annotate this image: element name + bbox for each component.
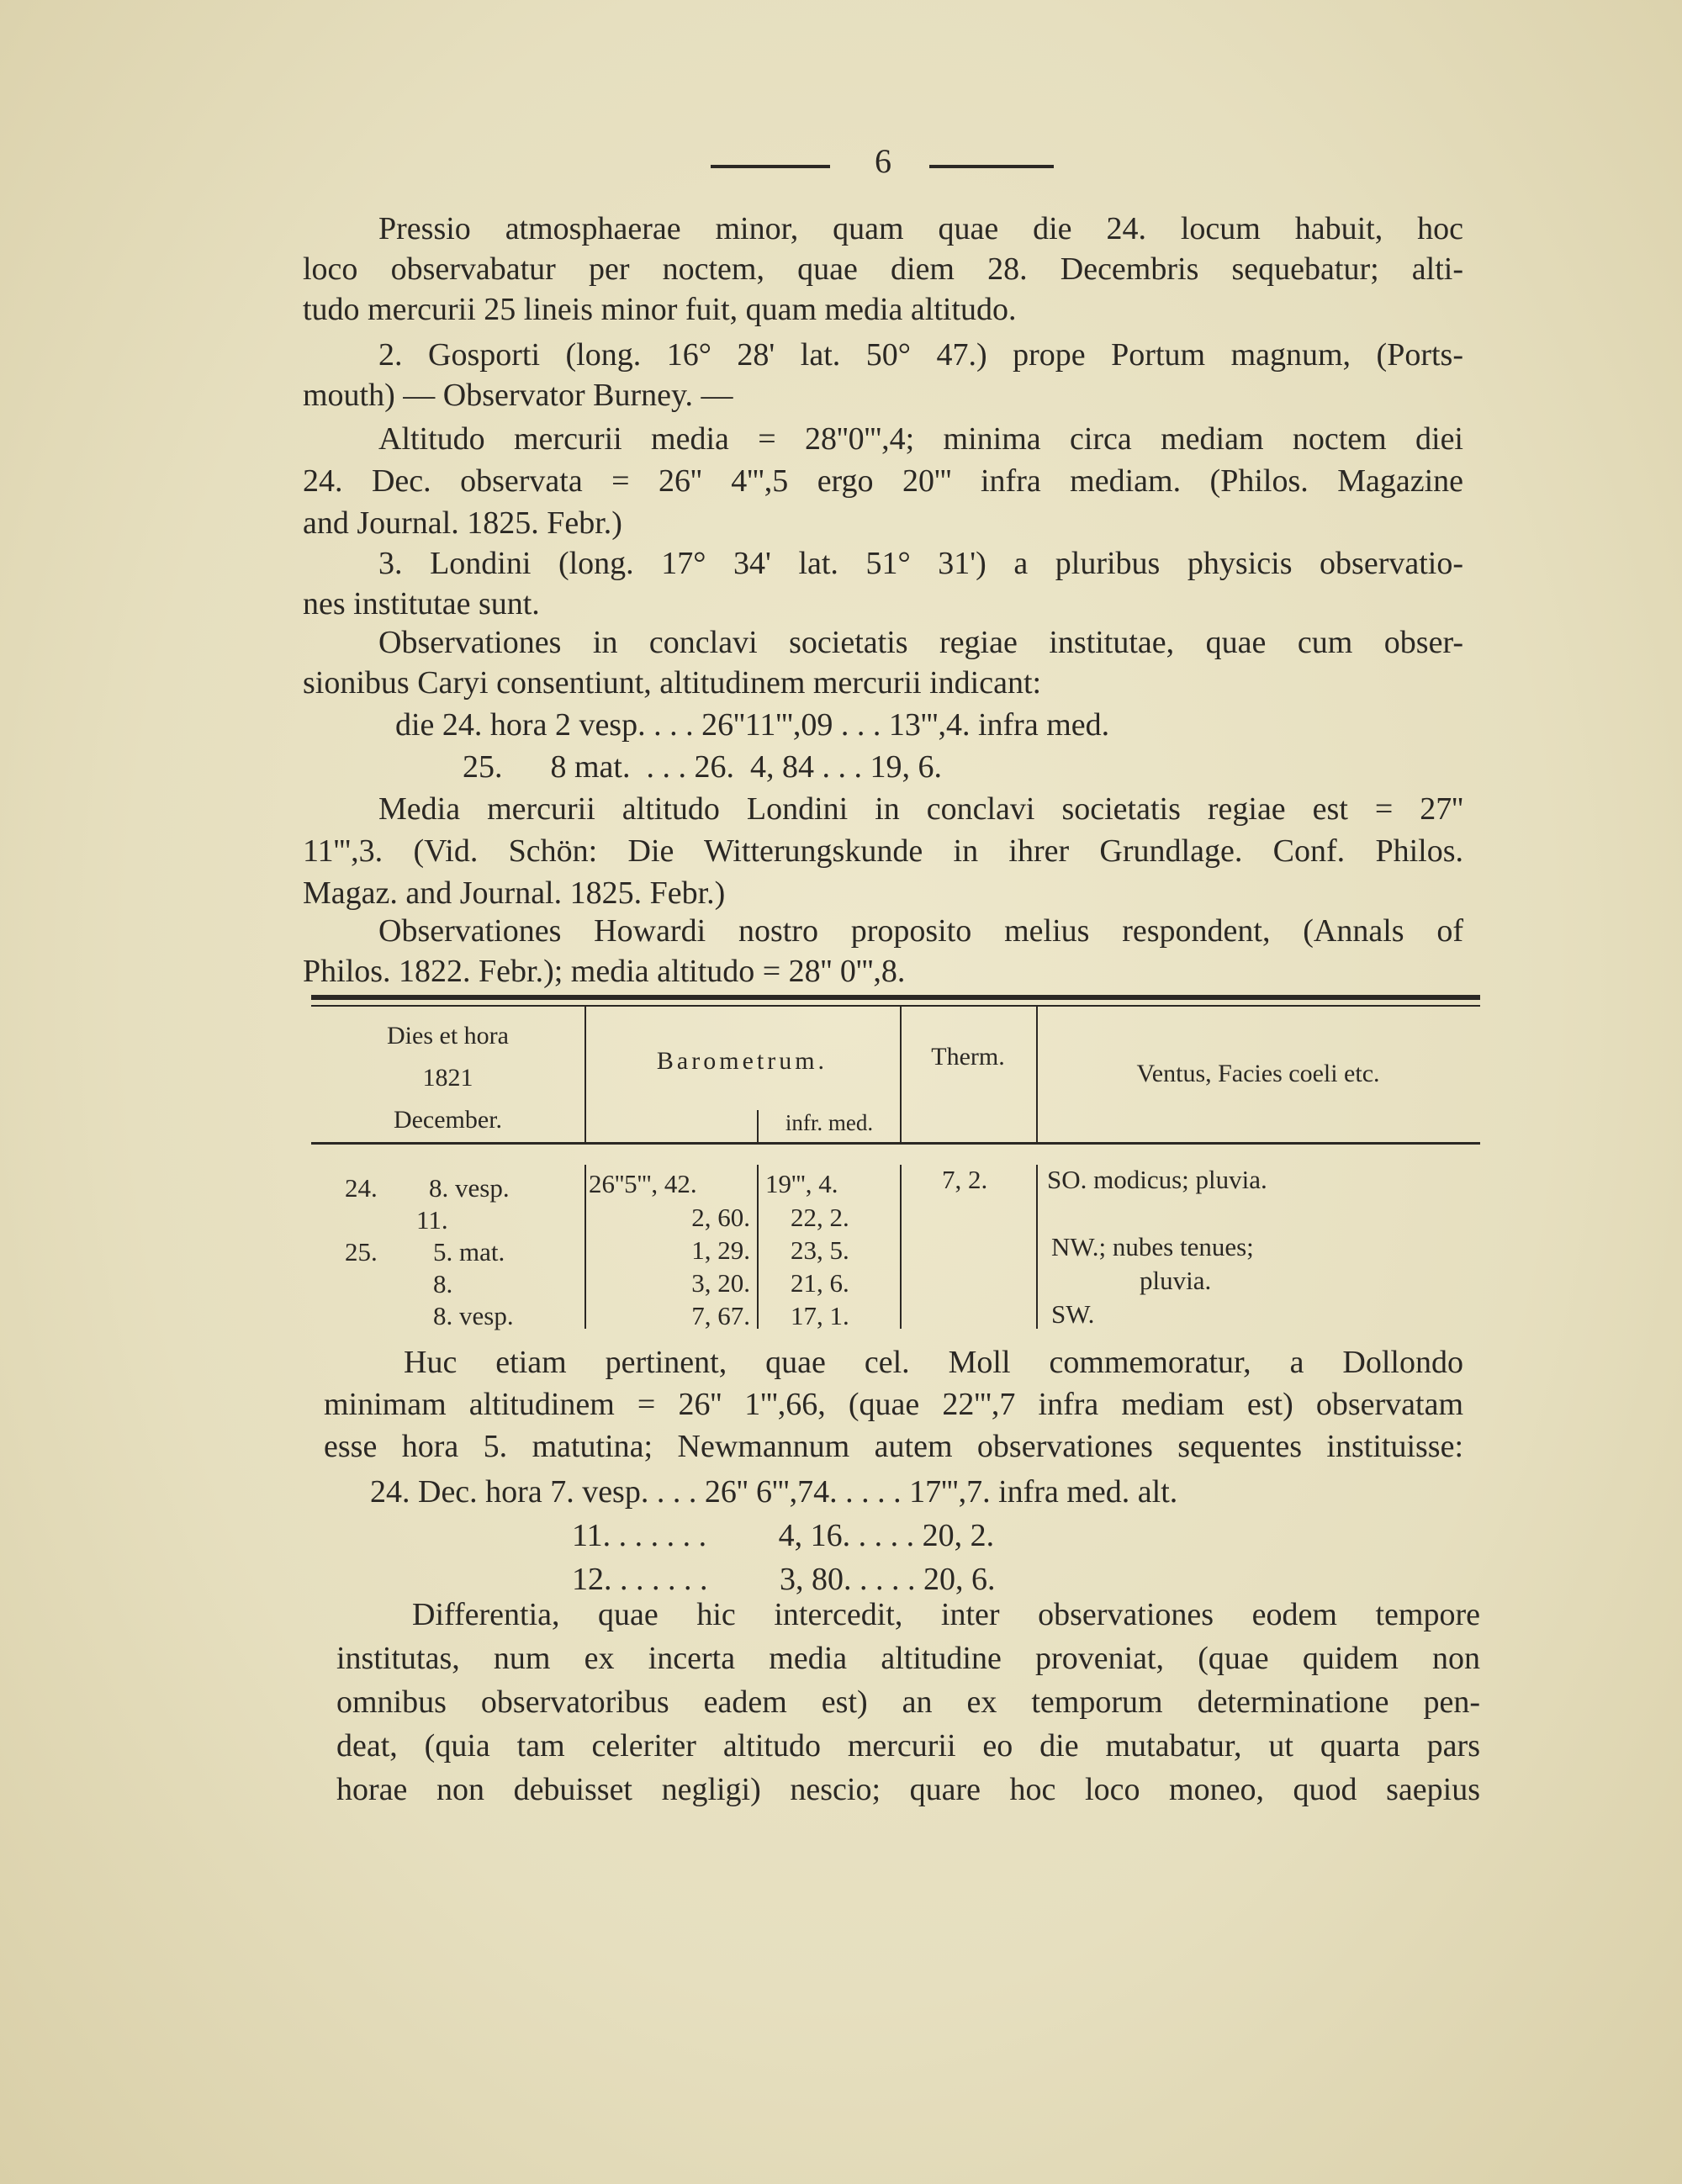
- header-date-line: December.: [393, 1106, 503, 1134]
- row-day: 24.: [345, 1173, 378, 1203]
- text-line: Magaz. and Journal. 1825. Febr.): [303, 875, 726, 911]
- row-baro: 7, 67.: [691, 1301, 750, 1330]
- header-date-line: 1821: [422, 1064, 473, 1092]
- row-baro: 1, 29.: [691, 1235, 750, 1265]
- row-hour: 8. vesp.: [429, 1173, 510, 1203]
- header-date-line: Dies et hora: [387, 1022, 509, 1050]
- text-line: 11''',3. (Vid. Schön: Die Witterungskunde in ihrer Grundlage. Conf. Philos.: [303, 833, 1463, 869]
- row-baro: 3, 20.: [691, 1268, 750, 1298]
- observation-line: 25. 8 mat. . . . 26. 4, 84 . . . 19, 6.: [463, 749, 942, 785]
- table-top-rule: [311, 995, 1480, 1000]
- text-line: Observationes Howardi nostro proposito melius respondent, (Annals of: [378, 913, 1463, 949]
- header-rule-left: [711, 165, 830, 168]
- row-hour: 8.: [433, 1269, 453, 1298]
- row-infr: 22, 2.: [791, 1203, 849, 1232]
- table-divider: [900, 1007, 902, 1142]
- table-divider: [757, 1165, 759, 1329]
- text-line: 24. Dec. observata = 26'' 4''',5 ergo 20''' infra mediam. (Philos. Magazine: [303, 463, 1463, 499]
- text-line: Altitudo mercurii media = 28''0''',4; minima circa mediam noctem diei: [378, 421, 1463, 457]
- observation-line: die 24. hora 2 vesp. . . . 26''11''',09 . . . 13''',4. infra med.: [395, 707, 1110, 743]
- text-line: institutas, num ex incerta media altitudine proveniat, (quae quidem non: [336, 1641, 1480, 1676]
- text-line: 3. Londini (long. 17° 34' lat. 51° 31') a pluribus physicis observatio-: [378, 546, 1463, 581]
- header-infr-med: infr. med.: [785, 1110, 874, 1135]
- text-line: nes institutae sunt.: [303, 586, 540, 621]
- text-line: mouth) — Observator Burney. —: [303, 378, 733, 413]
- page-header: [0, 141, 1682, 183]
- text-line: Observationes in conclavi societatis regiae institutae, quae cum obser-: [378, 625, 1463, 660]
- text-line: Huc etiam pertinent, quae cel. Moll commemoratur, a Dollondo: [404, 1345, 1463, 1380]
- text-line: deat, (quia tam celeriter altitudo mercurii eo die mutabatur, ut quarta pars: [336, 1728, 1480, 1764]
- row-baro: 2, 60.: [691, 1203, 750, 1232]
- text-line: Media mercurii altitudo Londini in conclavi societatis regiae est = 27'': [378, 791, 1463, 827]
- text-line: tudo mercurii 25 lineis minor fuit, quam media altitudo.: [303, 292, 1017, 327]
- observation-line: 24. Dec. hora 7. vesp. . . . 26'' 6''',74. . . . . 17''',7. infra med. alt.: [370, 1474, 1178, 1510]
- row-day: 25.: [345, 1237, 378, 1267]
- row-infr: 23, 5.: [791, 1235, 849, 1265]
- text-line: minimam altitudinem = 26'' 1''',66, (quae 22''',7 infra mediam est) observatam: [324, 1387, 1463, 1422]
- header-rule-right: [929, 165, 1054, 168]
- header-therm: Therm.: [931, 1043, 1005, 1071]
- row-hour: 8. vesp.: [433, 1301, 514, 1330]
- page-number: 6: [875, 142, 891, 180]
- text-line: Pressio atmosphaerae minor, quam quae die 24. locum habuit, hoc: [378, 211, 1463, 246]
- observation-line: 11. . . . . . . 4, 16. . . . . 20, 2.: [572, 1518, 995, 1553]
- row-infr: 19''', 4.: [765, 1169, 838, 1198]
- table-divider: [584, 1165, 586, 1329]
- row-infr: 17, 1.: [791, 1301, 849, 1330]
- header-barometer: Barometrum.: [656, 1047, 828, 1075]
- text-line: and Journal. 1825. Febr.): [303, 505, 622, 541]
- text-line: 2. Gosporti (long. 16° 28' lat. 50° 47.) prope Portum magnum, (Ports-: [378, 337, 1463, 373]
- row-infr: 21, 6.: [791, 1268, 849, 1298]
- table-divider: [900, 1165, 902, 1329]
- text-line: loco observabatur per noctem, quae diem 28. Decembris sequebatur; alti-: [303, 251, 1463, 287]
- row-wind: SO. modicus; pluvia.: [1047, 1165, 1267, 1194]
- text-line: esse hora 5. matutina; Newmannum autem observationes sequentes instituisse:: [324, 1429, 1463, 1464]
- table-divider: [1036, 1165, 1038, 1329]
- header-wind: Ventus, Facies coeli etc.: [1136, 1060, 1380, 1087]
- row-therm: 7, 2.: [942, 1165, 988, 1194]
- row-hour: 5. mat.: [433, 1237, 505, 1267]
- text-line: omnibus observatoribus eadem est) an ex temporum determinatione pen-: [336, 1684, 1480, 1720]
- text-line: sionibus Caryi consentiunt, altitudinem mercurii indicant:: [303, 665, 1042, 701]
- text-line: Philos. 1822. Febr.); media altitudo = 28'' 0''',8.: [303, 954, 906, 989]
- table-top-rule-thin: [311, 1005, 1480, 1007]
- text-line: horae non debuisset negligi) nescio; quare hoc loco moneo, quod saepius: [336, 1772, 1480, 1807]
- barometer-table: [311, 988, 1480, 1341]
- row-hour: 11.: [416, 1205, 448, 1235]
- row-wind: SW.: [1051, 1299, 1095, 1329]
- row-wind: pluvia.: [1140, 1266, 1212, 1295]
- text-line: Differentia, quae hic intercedit, inter observationes eodem tempore: [412, 1597, 1480, 1632]
- row-baro: 26''5''', 42.: [589, 1169, 697, 1198]
- row-wind: NW.; nubes tenues;: [1051, 1232, 1254, 1261]
- table-header-rule: [311, 1142, 1480, 1145]
- observation-line: 12. . . . . . . 3, 80. . . . . 20, 6.: [572, 1562, 996, 1597]
